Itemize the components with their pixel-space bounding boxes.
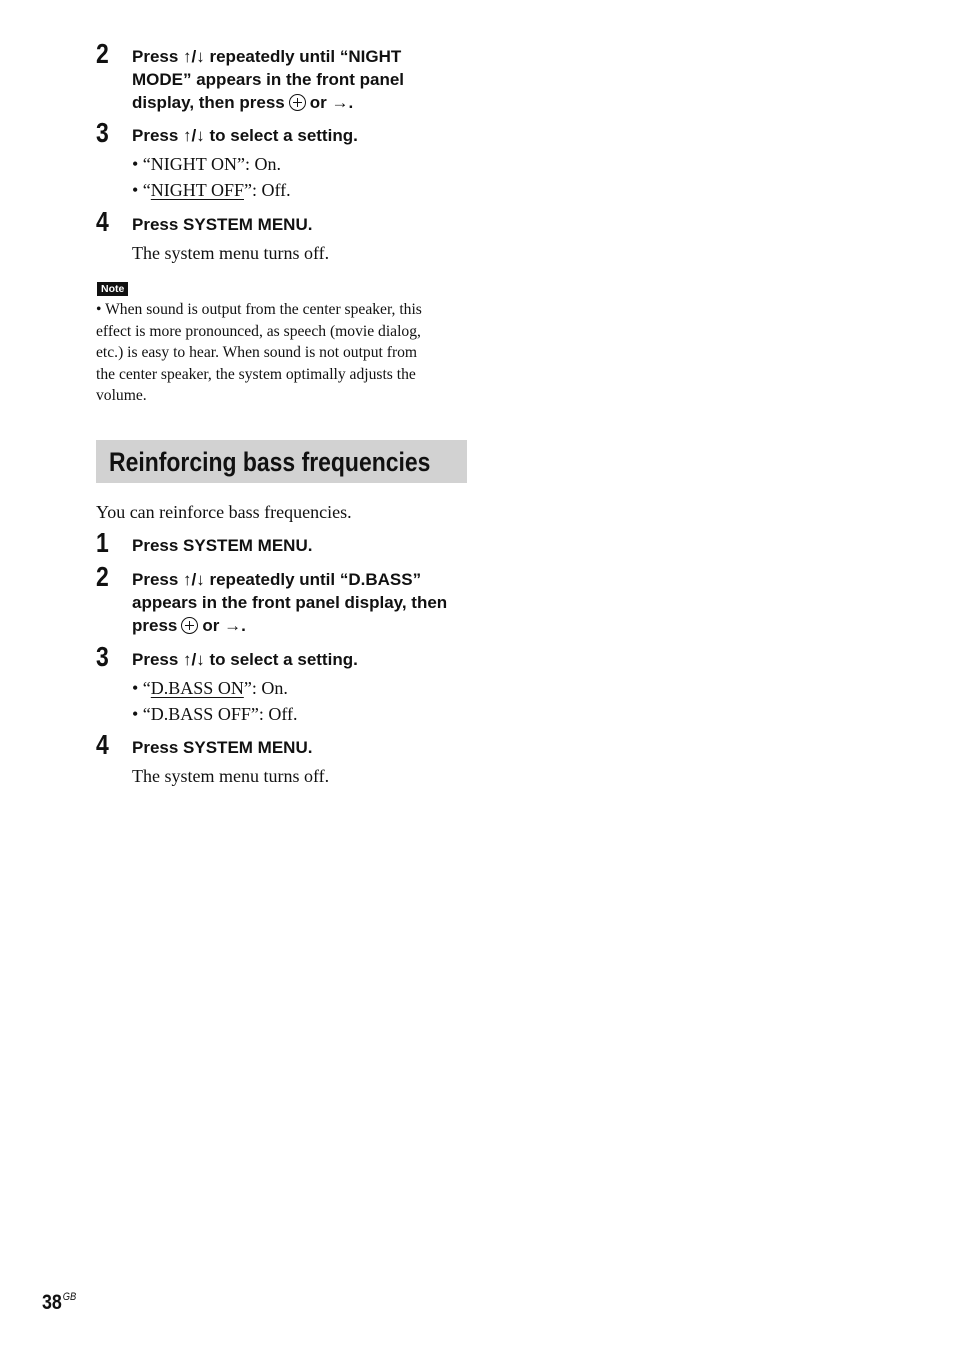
- bass-step-3: [96, 641, 476, 727]
- night-step-2: [96, 38, 476, 114]
- step-number: 3: [96, 117, 109, 148]
- bass-step-1: [96, 527, 476, 558]
- step-number: 3: [96, 641, 109, 672]
- page-number: $38^{GB}$: [42, 1291, 77, 1314]
- step-instruction: Press ↑/↓ repeatedly until “D.BASS” appears in the front panel display, then press or →.: [132, 570, 448, 635]
- step-result: The system menu turns off.: [132, 766, 330, 786]
- section-heading: [96, 440, 467, 483]
- setting-option-night-off: • “NIGHT OFF”: Off.: [132, 180, 291, 200]
- bass-step-2: [96, 561, 476, 637]
- bass-step-4: [96, 729, 476, 789]
- note-text: • When sound is output from the center speaker, this effect is more pronounced, as speech (movie dialog, etc.) is easy to hear. When sound is not output from the center speaker, the system optimally adjusts the volume.: [96, 301, 422, 405]
- step-number: 4: [96, 729, 109, 760]
- step-instruction: Press ↑/↓ to select a setting.: [132, 126, 358, 145]
- step-number: 2: [96, 561, 109, 592]
- section-intro: You can reinforce bass frequencies.: [96, 502, 352, 522]
- step-result: The system menu turns off.: [132, 243, 330, 263]
- step-instruction: Press ↑/↓ to select a setting.: [132, 650, 358, 669]
- region-code: GB: [62, 1291, 77, 1303]
- step-instruction: Press SYSTEM MENU.: [132, 215, 313, 234]
- night-step-3: [96, 117, 476, 203]
- setting-option-dbass-off: • “D.BASS OFF”: Off.: [132, 704, 298, 724]
- default-setting: NIGHT OFF: [150, 180, 244, 200]
- enter-button-icon: [181, 617, 198, 634]
- step-number: 2: [96, 38, 109, 69]
- setting-option-dbass-on: • “D.BASS ON”: On.: [132, 678, 288, 698]
- step-number: 1: [96, 527, 109, 558]
- section-title: Reinforcing bass frequencies: [109, 447, 431, 477]
- night-step-4: [96, 206, 476, 266]
- default-setting: D.BASS ON: [150, 678, 244, 698]
- enter-button-icon: [289, 94, 306, 111]
- step-instruction: Press ↑/↓ repeatedly until “NIGHT MODE” appears in the front panel display, then press or →.: [132, 47, 405, 112]
- step-instruction: Press SYSTEM MENU.: [132, 536, 313, 555]
- step-number: 4: [96, 206, 109, 237]
- note-label: Note: [97, 282, 128, 296]
- setting-option-night-on: • “NIGHT ON”: On.: [132, 154, 281, 174]
- step-instruction: Press SYSTEM MENU.: [132, 738, 313, 757]
